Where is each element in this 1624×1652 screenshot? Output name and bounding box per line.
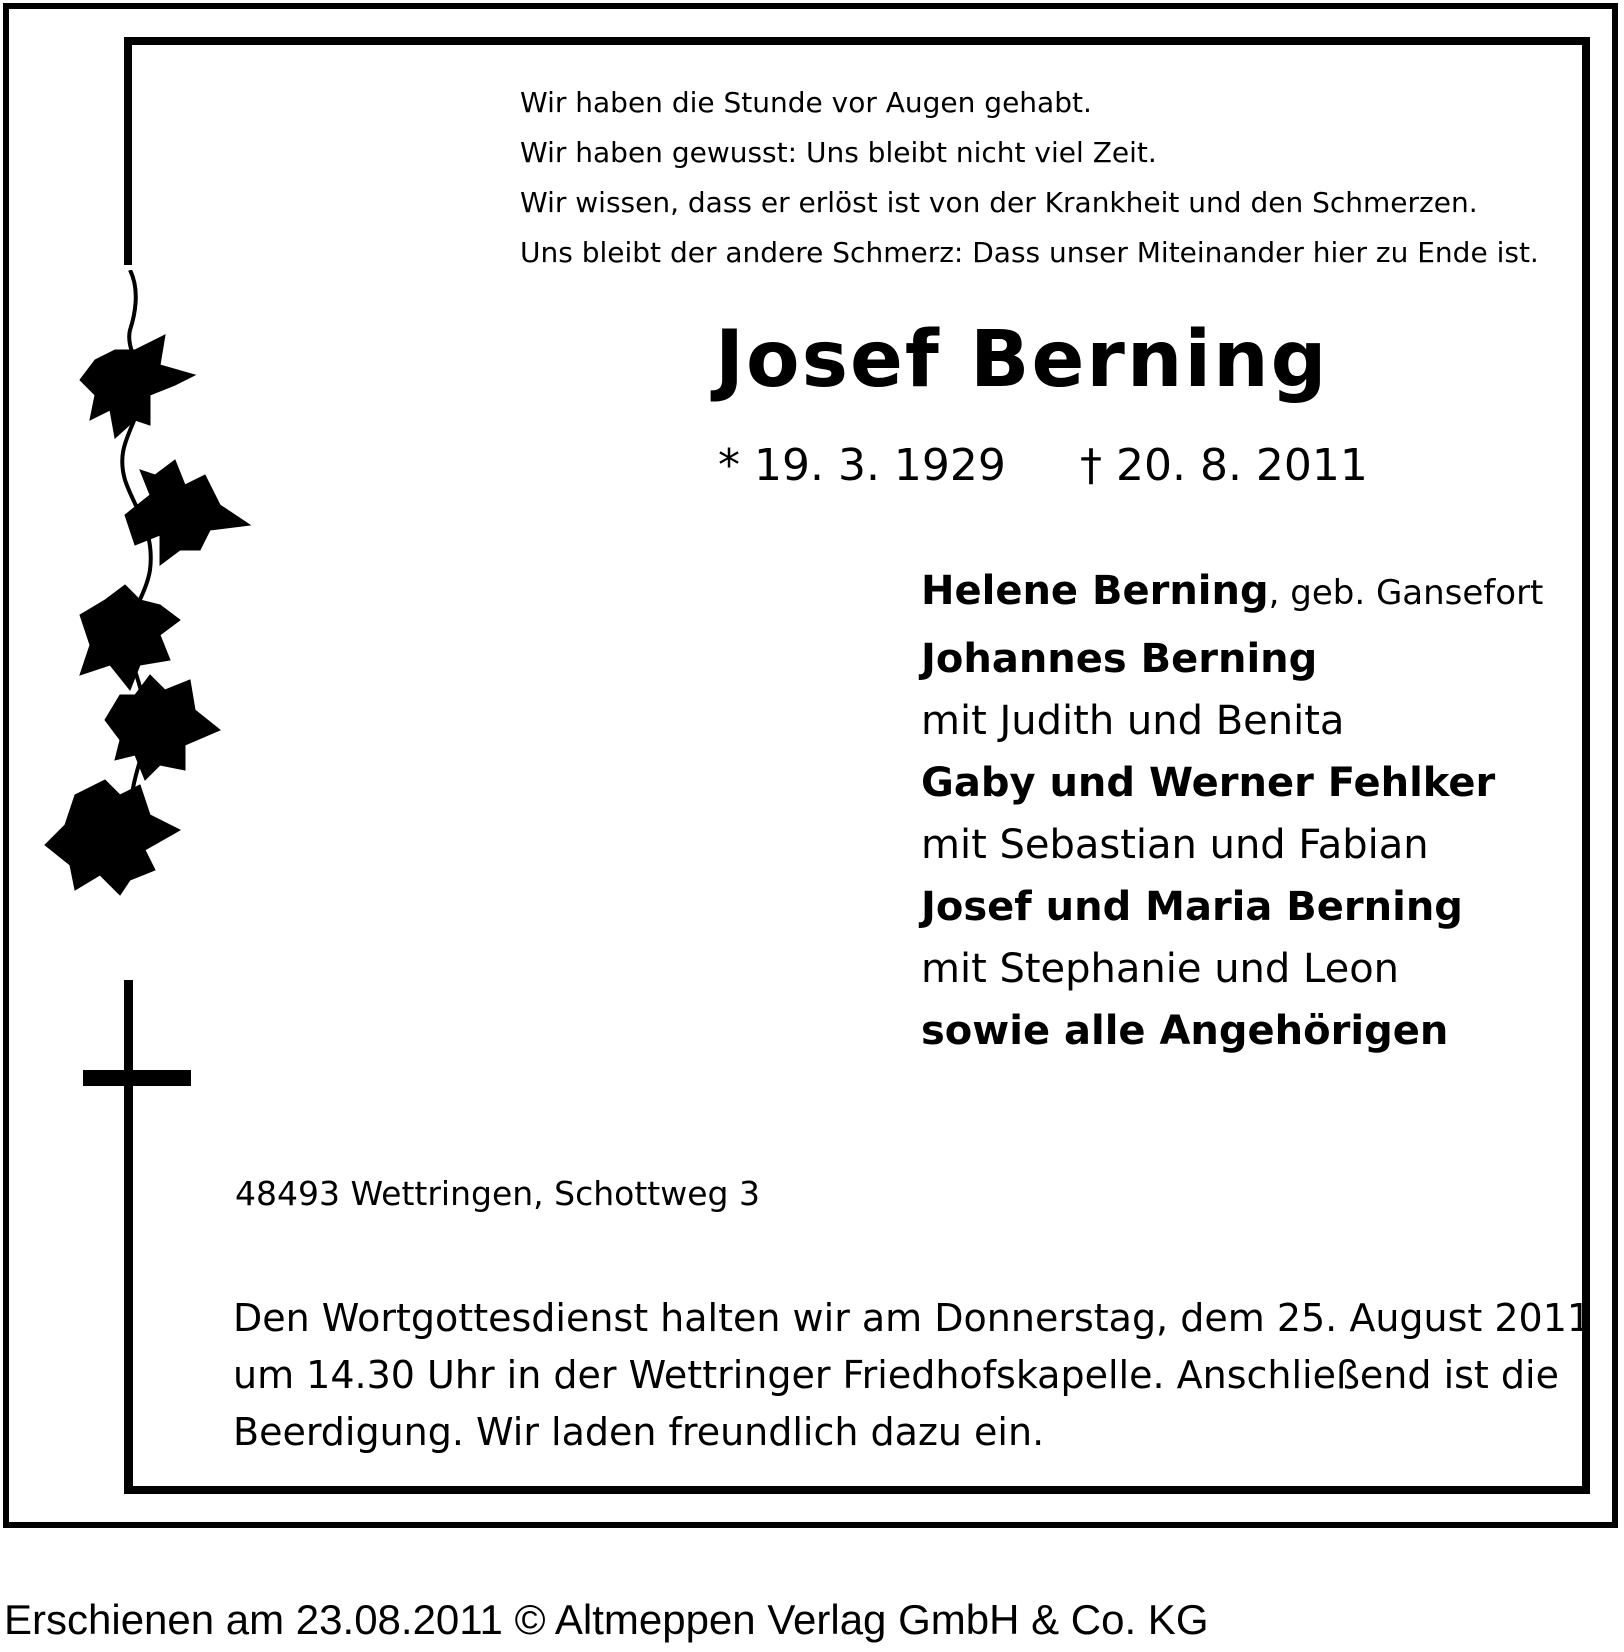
- ivy-leaf-2: [125, 460, 250, 565]
- poem: [520, 78, 1539, 278]
- ivy-leaf-1: [80, 335, 195, 438]
- family-name: Johannes Berning: [921, 636, 1318, 682]
- poem-line: Uns bleibt der andere Schmerz: Dass unser Miteinander hier zu Ende ist.: [520, 236, 1539, 269]
- family-list: [921, 557, 1561, 1065]
- maiden-name: , geb. Gansefort: [1268, 573, 1544, 613]
- address: 48493 Wettringen, Schottweg 3: [235, 1174, 760, 1213]
- family-name: Josef und Maria Berning: [921, 884, 1463, 930]
- ivy-vine-icon: [35, 270, 275, 960]
- family-entry-wife: [921, 557, 1561, 625]
- publication-footer: Erschienen am 23.08.2011 © Altmeppen Verlag GmbH & Co. KG: [4, 1596, 1209, 1643]
- poem-line: Wir haben gewusst: Uns bleibt nicht viel Zeit.: [520, 136, 1157, 169]
- poem-line: Wir haben die Stunde vor Augen gehabt.: [520, 86, 1092, 119]
- family-name: Helene Berning: [921, 568, 1269, 614]
- poem-line: Wir wissen, dass er erlöst ist von der Krankheit und den Schmerzen.: [520, 186, 1478, 219]
- service-line: um 14.30 Uhr in der Wettringer Friedhofskapelle. Anschließend ist die: [233, 1353, 1559, 1397]
- cross-vertical-beam: [124, 980, 133, 1494]
- ivy-leaf-5: [45, 780, 180, 895]
- death-date: † 20. 8. 2011: [1080, 440, 1368, 491]
- family-name: Gaby und Werner Fehlker: [921, 760, 1496, 806]
- ivy-leaf-3: [80, 585, 180, 690]
- deceased-name: Josef Berning: [715, 315, 1329, 405]
- family-with: mit Sebastian und Fabian: [921, 822, 1429, 868]
- cross-horizontal-beam: [83, 1070, 191, 1086]
- birth-date: * 19. 3. 1929: [718, 440, 1006, 491]
- service-line: Beerdigung. Wir laden freundlich dazu ein.: [233, 1410, 1045, 1454]
- service-line: Den Wortgottesdienst halten wir am Donnerstag, dem 25. August 2011: [233, 1296, 1592, 1340]
- family-closing: sowie alle Angehörigen: [921, 1008, 1449, 1054]
- family-with: mit Judith und Benita: [921, 698, 1345, 744]
- family-with: mit Stephanie und Leon: [921, 946, 1400, 992]
- frame-left-line-top: [124, 37, 132, 265]
- ivy-leaf-4: [105, 675, 220, 780]
- service-notice: [233, 1290, 1591, 1461]
